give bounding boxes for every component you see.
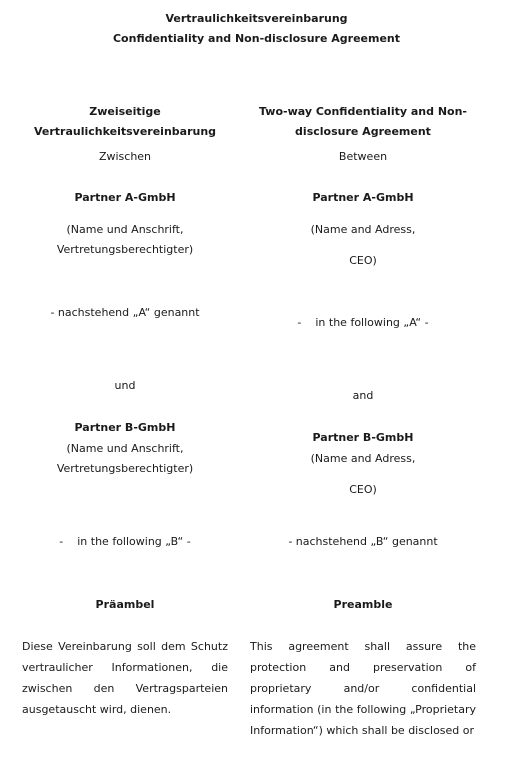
left-preamble-text: Diese Vereinbarung soll dem Schutz vertraulicher Informationen, die zwischen den Vertragsparteien ausgetauscht wird, dienen. <box>22 640 228 716</box>
right-preamble-heading: Preamble <box>333 598 393 611</box>
left-heading-line1: Zweiseitige <box>89 105 161 118</box>
left-preamble-heading: Präambel <box>95 598 155 611</box>
left-between: Zwischen <box>98 150 152 163</box>
left-party-a-detail-line2: Vertretungsberechtigter) <box>56 243 194 256</box>
left-party-a-name: Partner A-GmbH <box>74 191 176 204</box>
right-party-b-detail-line1: (Name and Adress, <box>310 452 416 465</box>
right-party-a-name: Partner A-GmbH <box>312 191 414 204</box>
left-party-b-designation: - in the following „B“ - <box>59 535 191 548</box>
right-heading-line2: disclosure Agreement <box>295 125 431 138</box>
left-party-a-designation: - nachstehend „A“ genannt <box>50 306 200 319</box>
left-party-a-detail-line1: (Name und Anschrift, <box>66 223 184 236</box>
right-heading-line1: Two-way Confidentiality and Non- <box>259 105 467 118</box>
document-title-german: Vertraulichkeitsvereinbarung <box>165 12 348 25</box>
left-party-b-detail-line1: (Name und Anschrift, <box>66 442 184 455</box>
left-and: und <box>114 379 136 392</box>
left-party-b-name: Partner B-GmbH <box>74 421 176 434</box>
left-heading-line2: Vertraulichkeitsvereinbarung <box>33 125 217 138</box>
right-party-a-detail-line2: CEO) <box>349 254 377 267</box>
right-preamble-text: This agreement shall assure the protection and preservation of proprietary and/or confidential information (in the following „Proprietary Information“) which shall be disclosed or <box>250 640 476 737</box>
right-party-b-designation: - nachstehend „B“ genannt <box>288 535 438 548</box>
left-party-b-detail-line2: Vertretungsberechtigter) <box>56 462 194 475</box>
right-party-b-detail-line2: CEO) <box>349 483 377 496</box>
right-between: Between <box>338 150 388 163</box>
right-party-b-name: Partner B-GmbH <box>312 431 414 444</box>
right-party-a-designation: - in the following „A“ - <box>297 316 429 329</box>
right-and: and <box>352 389 374 402</box>
right-party-a-detail-line1: (Name and Adress, <box>310 223 416 236</box>
document-title-english: Confidentiality and Non-disclosure Agreement <box>112 32 401 45</box>
